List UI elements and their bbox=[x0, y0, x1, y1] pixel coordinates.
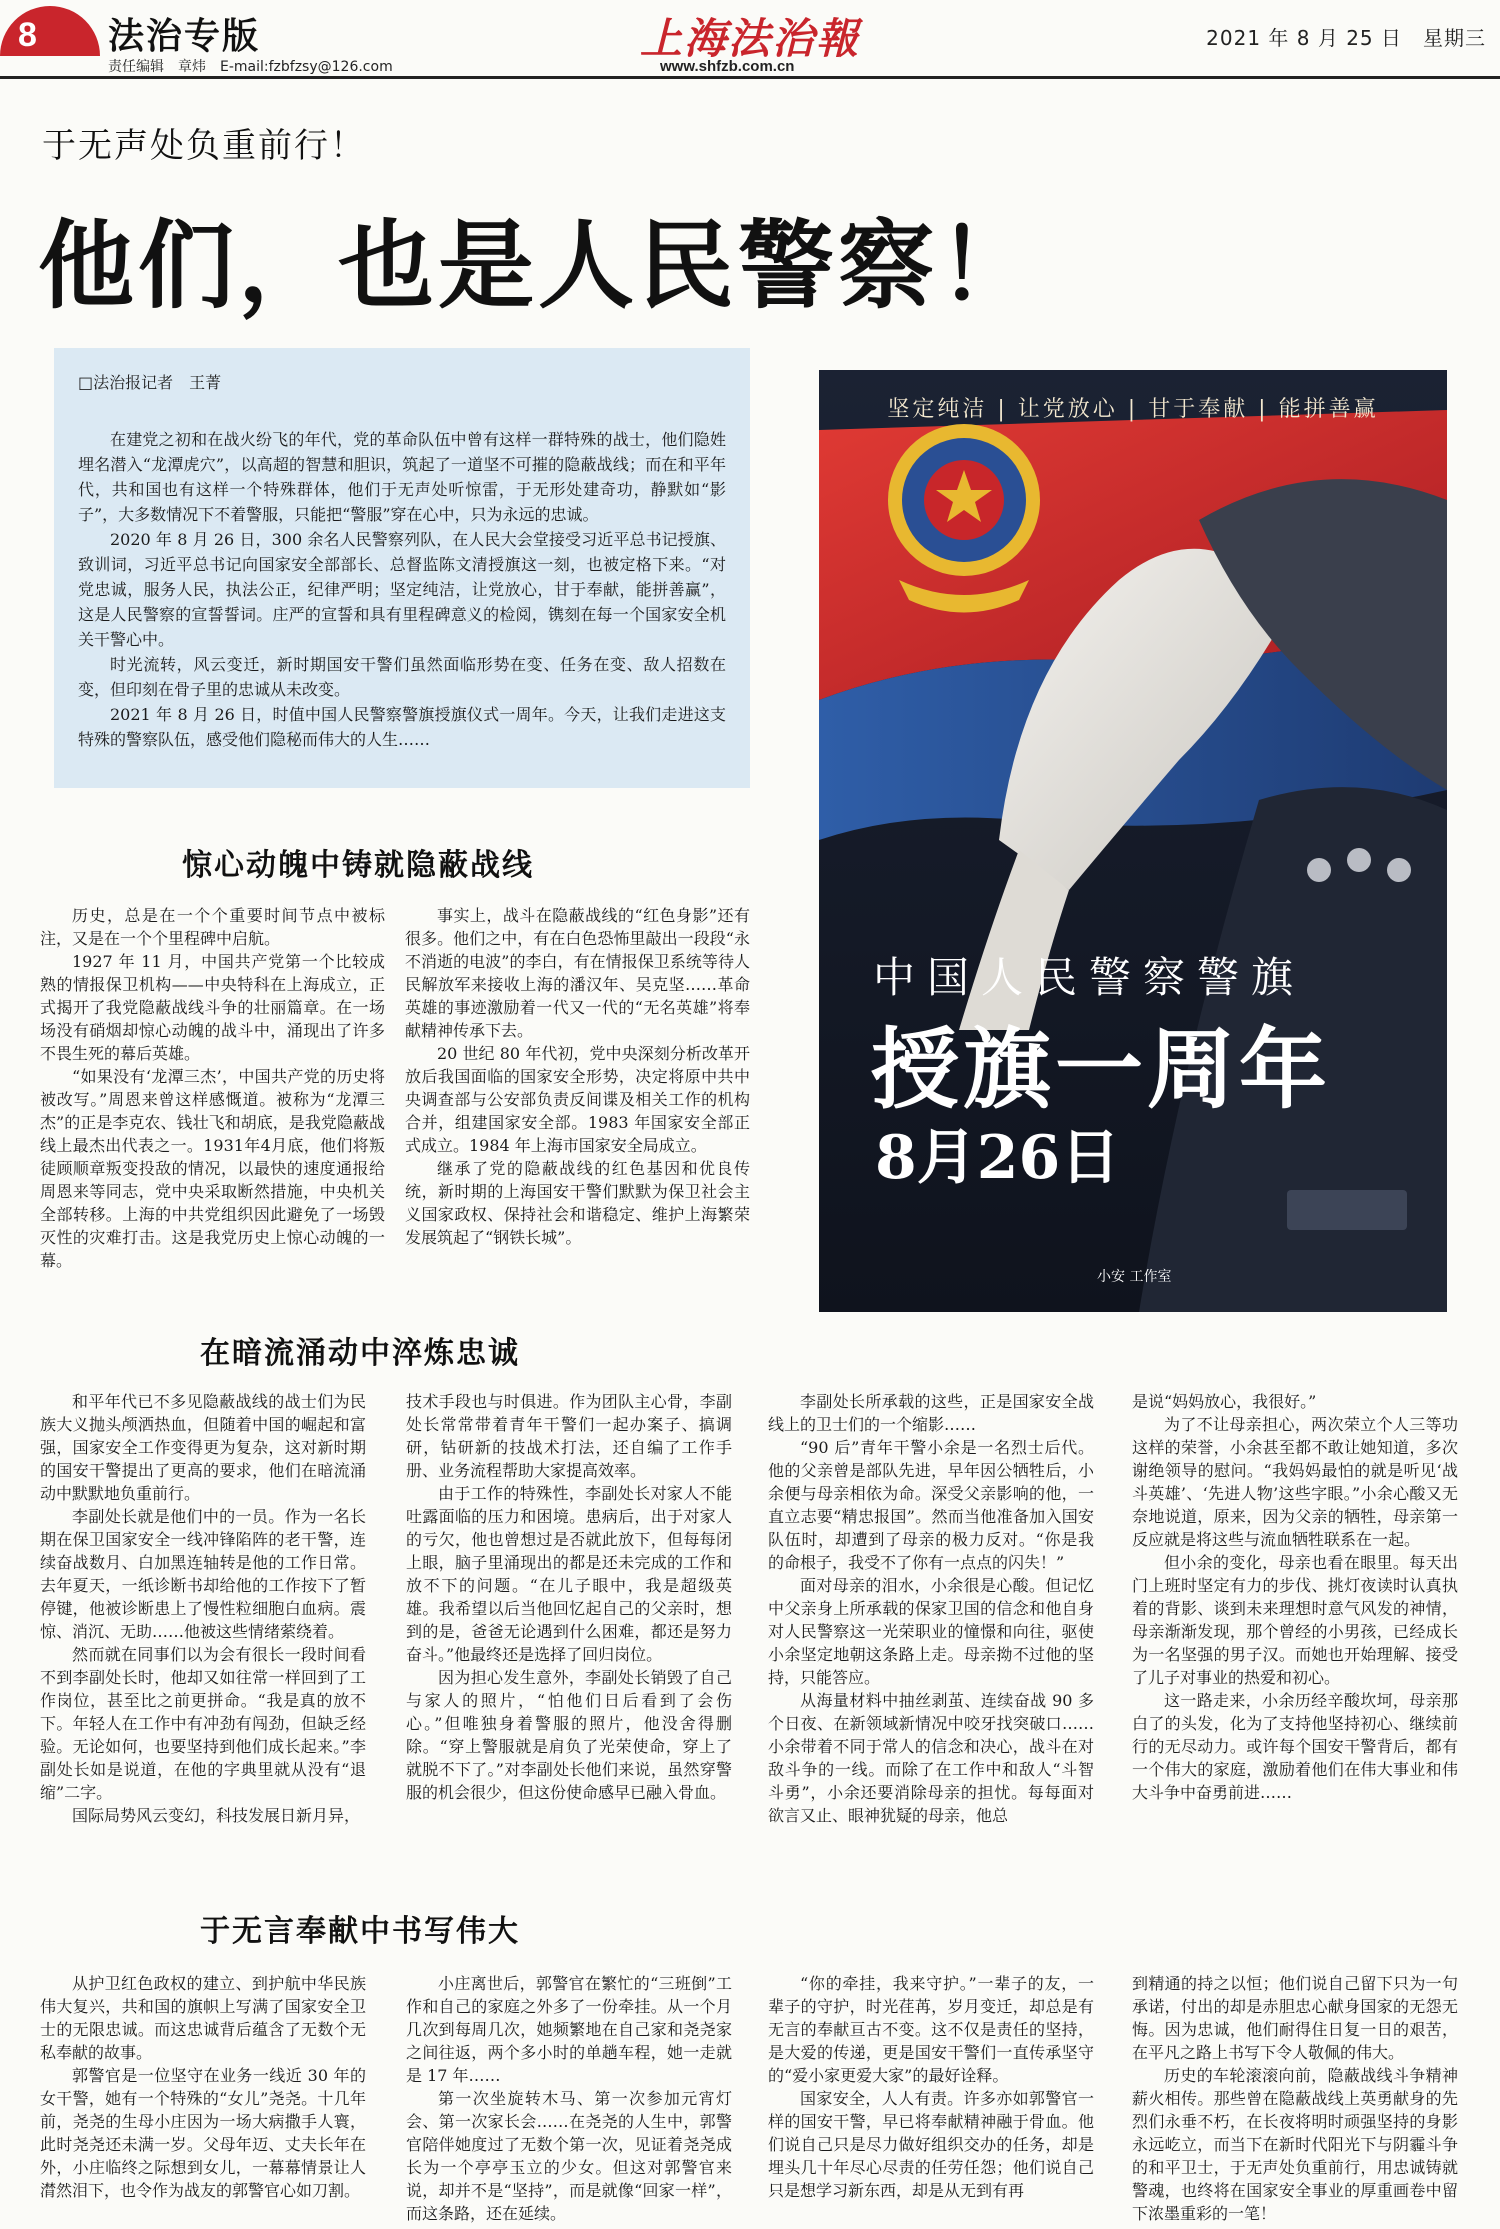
body-paragraph: 国际局势风云变幻，科技发展日新月异， bbox=[72, 1806, 361, 1825]
body-paragraph: 第一次坐旋转木马、第一次参加元宵灯会、第一次家长会……在尧尧的人生中，郭警官陪伴她度过了无数个第一次，见证着尧尧成长为一个亭亭玉立的少女。但这对郭警官来说，却并不是“坚持”，而是就像“回家一样”，而这条路，还在延续。 bbox=[406, 2089, 732, 2223]
body-paragraph: 20 世纪 80 年代初，党中央深刻分析改革开放后我国面临的国家安全形势，决定将原中共中央调查部与公安部负责反间谍及相关工作的机构合并，组建国家安全部。1983 年国家安全部正式成立。1984 年上海市国家安全局成立。 bbox=[405, 1044, 750, 1155]
section-2-column-4 bbox=[1132, 1390, 1458, 1868]
section-heading: 于无言奉献中书写伟大 bbox=[200, 1914, 520, 1949]
poster-date: 8月26日 bbox=[875, 1123, 1121, 1193]
section-2-column-3 bbox=[768, 1390, 1094, 1868]
body-paragraph: 然而就在同事们以为会有很长一段时间看不到李副处长时，他却又如往常一样回到了工作岗位，甚至比之前更拼命。“我是真的放不下。年轻人在工作中有冲劲有闯劲，但缺乏经验。无论如何，也要坚持到他们成长起来。”李副处长如是说道，在他的字典里就从没有“退缩”二字。 bbox=[40, 1645, 366, 1802]
poster-slogan: 坚定纯洁 | 让党放心 | 甘于奉献 | 能拼善赢 bbox=[887, 397, 1379, 422]
section-heading: 在暗流涌动中淬炼忠诚 bbox=[200, 1336, 520, 1371]
newspaper-logo: 上海法治報 bbox=[640, 14, 861, 63]
body-paragraph: 事实上，战斗在隐蔽战线的“红色身影”还有很多。他们之中，有在白色恐怖里敲出一段段“永不消逝的电波”的李白，有在情报保卫系统等待人民解放军来接收上海的潘汉年、吴克坚……革命英雄的事迹激励着一代又一代的“无名英雄”将奉献精神传承下去。 bbox=[405, 906, 750, 1040]
kicker: 于无声处负重前行！ bbox=[42, 126, 366, 166]
body-paragraph: “90 后”青年干警小余是一名烈士后代。他的父亲曾是部队先进，早年因公牺牲后，小余便与母亲相依为命。深受父亲影响的他，一直立志要“精忠报国”。然而当他准备加入国安队伍时，却遭到了母亲的极力反对。“你是我的命根子，我受不了你有一点点的闪失！” bbox=[768, 1438, 1094, 1572]
issue-date: 2021 年 8 月 25 日 星期三 bbox=[1206, 26, 1486, 50]
intro-box bbox=[54, 348, 750, 788]
body-paragraph: 和平年代已不多见隐蔽战线的战士们为民族大义抛头颅洒热血，但随着中国的崛起和富强，国家安全工作变得更为复杂，这对新时期的国安干警提出了更高的要求，他们在暗流涌动中默默地负重前行。 bbox=[40, 1392, 366, 1503]
body-paragraph: 小庄离世后，郭警官在繁忙的“三班倒”工作和自己的家庭之外多了一份牵挂。从一个月几次到每周几次，她频繁地在自己家和尧尧家之间往返，两个多小时的单趟车程，她一走就是 17 年…… bbox=[406, 1974, 732, 2085]
poster-title-line2: 授旗一周年 bbox=[871, 1017, 1332, 1121]
body-paragraph: 历史，总是在一个个重要时间节点中被标注，又是在一个个里程碑中启航。 bbox=[40, 906, 385, 948]
section-1-column-1 bbox=[40, 904, 385, 1284]
intro-paragraph: 2020 年 8 月 26 日，300 余名人民警察列队，在人民大会堂接受习近平总书记授旗、致训词，习近平总书记向国家安全部部长、总督监陈文清授旗这一刻，也被定格下来。“对党忠诚，服务人民，执法公正，纪律严明；坚定纯洁，让党放心，甘于奉献，能拼善赢”，这是人民警察的宣誓誓词。庄严的宣誓和具有里程碑意义的检阅，镌刻在每一个国家安全机关干警心中。 bbox=[78, 530, 726, 649]
body-paragraph: 历史的车轮滚滚向前，隐蔽战线斗争精神薪火相传。那些曾在隐蔽战线上英勇献身的先烈们永垂不朽，在长夜将明时顽强坚持的身影永远屹立，而当下在新时代阳光下与阴霾斗争的和平卫士，于无声处负重前行，用忠诚铸就警魂，也终将在国家安全事业的厚重画卷中留下浓墨重彩的一笔！ bbox=[1132, 2066, 1458, 2223]
section-3-column-3 bbox=[768, 1972, 1094, 2224]
police-flag-poster bbox=[819, 370, 1447, 1312]
body-paragraph: 但小余的变化，母亲也看在眼里。每天出门上班时坚定有力的步伐、挑灯夜读时认真执着的背影、谈到未来理想时意气风发的神情，母亲渐渐发现，那个曾经的小男孩，已经成长为一名坚强的男子汉。而她也开始理解、接受了儿子对事业的热爱和初心。 bbox=[1132, 1553, 1458, 1687]
masthead bbox=[0, 0, 1500, 78]
body-paragraph: “如果没有‘龙潭三杰’，中国共产党的历史将被改写。”周恩来曾这样感慨道。被称为“龙潭三杰”的正是李克农、钱壮飞和胡底，是我党隐蔽战线上最杰出代表之一。1931年4月底，他们将叛徒顾顺章叛变投敌的情况，以最快的速度通报给周恩来等同志，党中央采取断然措施，中央机关全部转移。上海的中共党组织因此避免了一场毁灭性的灾难打击。这是我党历史上惊心动魄的一幕。 bbox=[40, 1067, 385, 1270]
intro-paragraph: 2021 年 8 月 26 日，时值中国人民警察警旗授旗仪式一周年。今天，让我们走进这支特殊的警察队伍，感受他们隐秘而伟大的人生…… bbox=[78, 705, 726, 749]
section-3-column-2 bbox=[406, 1972, 732, 2224]
page-number: 8 bbox=[18, 16, 37, 54]
section-title: 法治专版 bbox=[108, 16, 261, 57]
headline: 他们，也是人民警察！ bbox=[38, 210, 1038, 322]
section-2-column-1 bbox=[40, 1390, 366, 1868]
body-paragraph: 从海量材料中抽丝剥茧、连续奋战 90 多个日夜、在新领域新情况中咬牙找突破口……小余带着不同于常人的信念和决心，战斗在对敌斗争的一线。而除了在工作中和敌人“斗智斗勇”，小余还要消除母亲的担忧。每每面对欲言又止、眼神犹疑的母亲，他总 bbox=[768, 1691, 1094, 1825]
masthead-rule bbox=[0, 76, 1500, 79]
body-paragraph: “你的牵挂，我来守护。”一辈子的友，一辈子的守护，时光荏苒，岁月变迁，却总是有无言的奉献亘古不变。这不仅是责任的坚持，是大爱的传递，更是国安干警们一直传承坚守的“爱小家更爱大家”的最好诠释。 bbox=[768, 1974, 1094, 2085]
newspaper-url: www.shfzb.com.cn bbox=[660, 58, 795, 75]
body-paragraph: 为了不让母亲担心，两次荣立个人三等功这样的荣誉，小余甚至都不敢让她知道，多次谢绝领导的慰问。“我妈妈最怕的就是听见‘战斗英雄’、‘先进人物’这些字眼。”小余心酸又无奈地说道，原来，因为父亲的牺牲，母亲第一反应就是将这些与流血牺牲联系在一起。 bbox=[1132, 1415, 1458, 1549]
byline: □法治报记者 王菁 bbox=[78, 373, 222, 392]
body-paragraph: 技术手段也与时俱进。作为团队主心骨，李副处长常常带着青年干警们一起办案子、搞调研，钻研新的技战术打法，还自编了工作手册、业务流程帮助大家提高效率。 bbox=[406, 1392, 732, 1480]
body-paragraph: 国家安全，人人有责。许多亦如郭警官一样的国安干警，早已将奉献精神融于骨血。他们说自己只是尽力做好组织交办的任务，却是埋头几十年尽心尽责的任劳任怨；他们说自己只是想学习新东西，却是从无到有再 bbox=[768, 2089, 1094, 2200]
body-paragraph: 1927 年 11 月，中国共产党第一个比较成熟的情报保卫机构——中央特科在上海成立，正式揭开了我党隐蔽战线斗争的壮丽篇章。在一场场没有硝烟却惊心动魄的战斗中，涌现出了许多不畏生死的幕后英雄。 bbox=[40, 952, 385, 1063]
body-paragraph: 是说“妈妈放心，我很好。” bbox=[1132, 1392, 1317, 1411]
poster-title-line1: 中国人民警察警旗 bbox=[873, 953, 1306, 1002]
intro-paragraph: 时光流转，风云变迁，新时期国安干警们虽然面临形势在变、任务在变、敌人招数在变，但印刻在骨子里的忠诚从未改变。 bbox=[78, 655, 726, 699]
body-paragraph: 面对母亲的泪水，小余很是心酸。但记忆中父亲身上所承载的保家卫国的信念和他自身对人民警察这一光荣职业的憧憬和向往，驱使小余坚定地朝这条路上走。母亲拗不过他的坚持，只能答应。 bbox=[768, 1576, 1094, 1687]
body-paragraph: 李副处长就是他们中的一员。作为一名长期在保卫国家安全一线冲锋陷阵的老干警，连续奋战数月、白加黑连轴转是他的工作日常。去年夏天，一纸诊断书却给他的工作按下了暂停键，他被诊断患上了慢性粒细胞白血病。震惊、消沉、无助……他被这些情绪萦绕着。 bbox=[40, 1507, 366, 1641]
body-paragraph: 这一路走来，小余历经辛酸坎坷，母亲那白了的头发，化为了支持他坚持初心、继续前行的无尽动力。或许每个国安干警背后，都有一个伟大的家庭，激励着他们在伟大事业和伟大斗争中奋勇前进…… bbox=[1132, 1691, 1458, 1802]
body-paragraph: 郭警官是一位坚守在业务一线近 30 年的女干警，她有一个特殊的“女儿”尧尧。十几年前，尧尧的生母小庄因为一场大病撒手人寰，此时尧尧还未满一岁。父母年迈、丈夫长年在外，小庄临终之际想到女儿，一幕幕情景让人潸然泪下，也令作为战友的郭警官心如刀割。 bbox=[40, 2066, 366, 2200]
body-paragraph: 到精通的持之以恒；他们说自己留下只为一句承诺，付出的却是赤胆忠心献身国家的无怨无悔。因为忠诚，他们耐得住日复一日的艰苦，在平凡之路上书写下令人敬佩的伟大。 bbox=[1132, 1974, 1458, 2062]
poster-studio-logo: 小安 工作室 bbox=[1097, 1269, 1172, 1285]
page-number-badge bbox=[0, 6, 100, 56]
body-paragraph: 李副处长所承载的这些，正是国家安全战线上的卫士们的一个缩影…… bbox=[768, 1392, 1094, 1434]
editor-line: 责任编辑 章炜 E-mail:fzbfzsy@126.com bbox=[108, 59, 393, 75]
body-paragraph: 从护卫红色政权的建立、到护航中华民族伟大复兴，共和国的旗帜上写满了国家安全卫士的无限忠诚。而这忠诚背后蕴含了无数个无私奉献的故事。 bbox=[40, 1974, 366, 2062]
body-paragraph: 因为担心发生意外，李副处长销毁了自己与家人的照片，“怕他们日后看到了会伤心。”但唯独身着警服的照片，他没舍得删除。“穿上警服就是肩负了光荣使命，穿上了就脱不下了。”对李副处长他们来说，虽然穿警服的机会很少，但这份使命感早已融入骨血。 bbox=[406, 1668, 732, 1802]
body-paragraph: 继承了党的隐蔽战线的红色基因和优良传统，新时期的上海国安干警们默默为保卫社会主义国家政权、保持社会和谐稳定、维护上海繁荣发展筑起了“钢铁长城”。 bbox=[405, 1159, 750, 1247]
section-heading: 惊心动魄中铸就隐蔽战线 bbox=[182, 848, 534, 883]
section-2-column-2 bbox=[406, 1390, 732, 1868]
section-3-column-1 bbox=[40, 1972, 366, 2224]
intro-paragraph: 在建党之初和在战火纷飞的年代，党的革命队伍中曾有这样一群特殊的战士，他们隐姓埋名潜入“龙潭虎穴”，以高超的智慧和胆识，筑起了一道坚不可摧的隐蔽战线；而在和平年代，共和国也有这样一个特殊群体，他们于无声处听惊雷，于无形处建奇功，静默如“影子”，大多数情况下不着警服，只能把“警服”穿在心中，只为永远的忠诚。 bbox=[78, 430, 726, 524]
section-3-column-4 bbox=[1132, 1972, 1458, 2224]
section-1-column-2 bbox=[405, 904, 750, 1284]
body-paragraph: 由于工作的特殊性，李副处长对家人不能吐露面临的压力和困境。患病后，出于对家人的亏欠，他也曾想过是否就此放下，但每每闭上眼，脑子里涌现出的都是还未完成的工作和放不下的问题。“在儿子眼中，我是超级英雄。我希望以后当他回忆起自己的父亲时，想到的是，爸爸无论遇到什么困难，都还是努力奋斗。”他最终还是选择了回归岗位。 bbox=[406, 1484, 732, 1664]
